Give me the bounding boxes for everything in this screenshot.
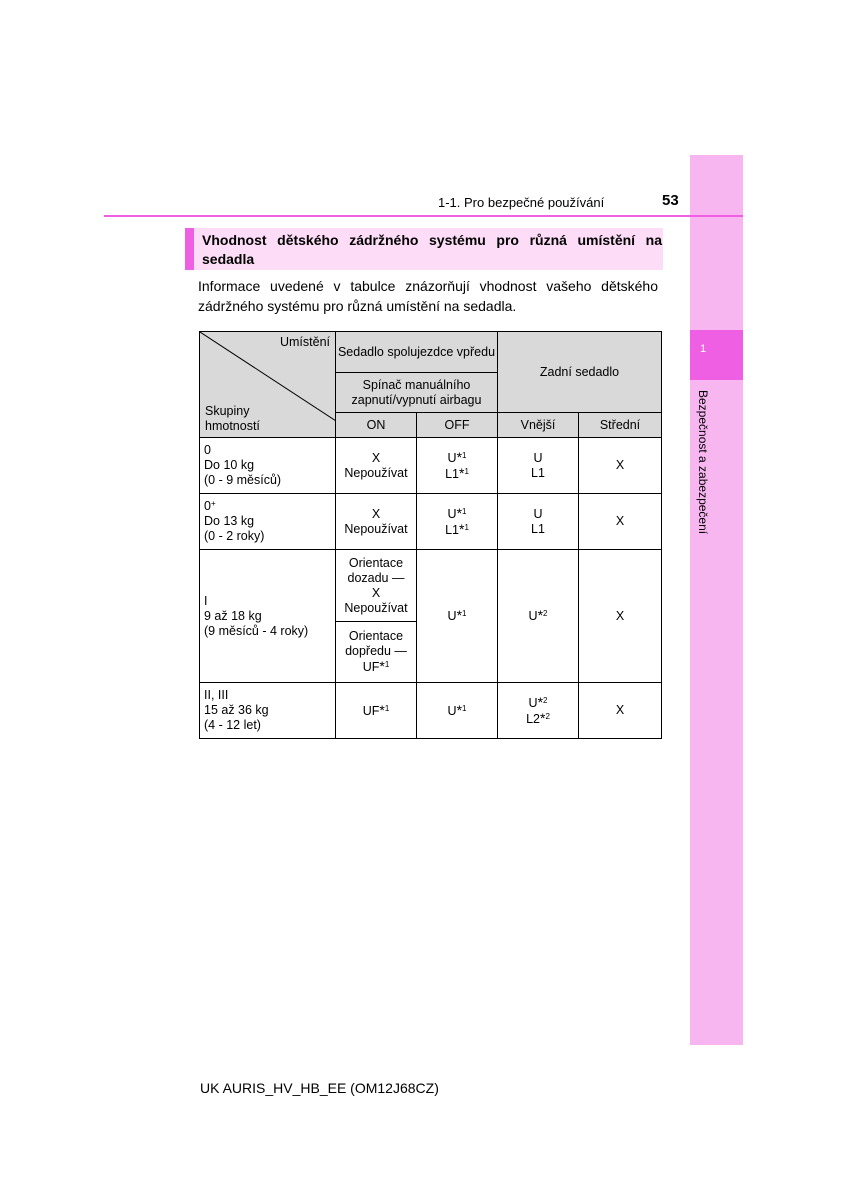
table-row — [200, 683, 662, 739]
rear-outer-cell: U L1 — [498, 494, 579, 550]
table-corner-cell — [200, 332, 336, 438]
weight-group-cell: I 9 až 18 kg (9 měsíců - 4 roky) — [200, 550, 336, 683]
chapter-number-marker — [690, 330, 743, 380]
weight-group-cell: 0+ Do 13 kg (0 - 2 roky) — [200, 494, 336, 550]
front-off-cell: U*$^1$ — [417, 550, 498, 683]
front-off-cell: U*$^1$ L1*$^1$ — [417, 494, 498, 550]
rear-center-cell: X — [579, 494, 662, 550]
intro-paragraph: Informace uvedené v tabulce znázorňují vhodnost vašeho dětského zádržného systému pro různá umístění na sedadla. — [198, 278, 658, 314]
corner-label-group: Skupiny hmotností — [205, 404, 260, 433]
chapter-side-tab — [690, 155, 743, 1045]
section-title: 1-1. Pro bezpečné používání — [438, 195, 605, 210]
front-off-cell: U*$^1$ L1*$^1$ — [417, 438, 498, 494]
header-center: Střední — [579, 413, 662, 438]
rear-center-cell: X — [579, 683, 662, 739]
chapter-title: Bezpečnost a zabezpečení — [696, 390, 710, 535]
header-outer: Vnější — [498, 413, 579, 438]
table-row — [200, 550, 662, 622]
front-on-rear-facing-cell: Orientace dozadu — X Nepoužívat — [336, 550, 417, 622]
rear-outer-cell: U*$^2$ L2*$^2$ — [498, 683, 579, 739]
header-rear-seat: Zadní sedadlo — [498, 332, 662, 413]
footer-model-code: UK AURIS_HV_HB_EE (OM12J68CZ) — [200, 1080, 439, 1096]
rear-outer-cell: U L1 — [498, 438, 579, 494]
front-on-cell: X Nepoužívat — [336, 494, 417, 550]
page-number: 53 — [662, 192, 679, 209]
table-row — [200, 494, 662, 550]
section-heading: Vhodnost dětského zádržného systému pro různá umístění na sedadla — [202, 232, 662, 267]
header-front-seat: Sedadlo spolujezdce vpředu — [336, 332, 498, 373]
header-rule — [104, 215, 743, 217]
front-on-cell: UF*$^1$ — [336, 683, 417, 739]
rear-outer-cell: U*$^2$ — [498, 550, 579, 683]
front-on-forward-facing-cell: Orientace dopředu — UF*$^1$ — [336, 622, 417, 683]
corner-label-position: Umístění — [279, 335, 330, 349]
header-airbag-switch: Spínač manuálního zapnutí/vypnutí airbagu — [336, 373, 498, 413]
section-heading-box — [185, 228, 663, 270]
rear-center-cell: X — [579, 438, 662, 494]
front-off-cell: U*$^1$ — [417, 683, 498, 739]
front-on-cell: X Nepoužívat — [336, 438, 417, 494]
child-seat-table — [199, 331, 662, 739]
rear-center-cell: X — [579, 550, 662, 683]
table-row — [200, 438, 662, 494]
weight-group-cell: 0 Do 10 kg (0 - 9 měsíců) — [200, 438, 336, 494]
chapter-number: 1 — [700, 343, 707, 355]
weight-group-cell: II, III 15 až 36 kg (4 - 12 let) — [200, 683, 336, 739]
header-on: ON — [336, 413, 417, 438]
header-off: OFF — [417, 413, 498, 438]
